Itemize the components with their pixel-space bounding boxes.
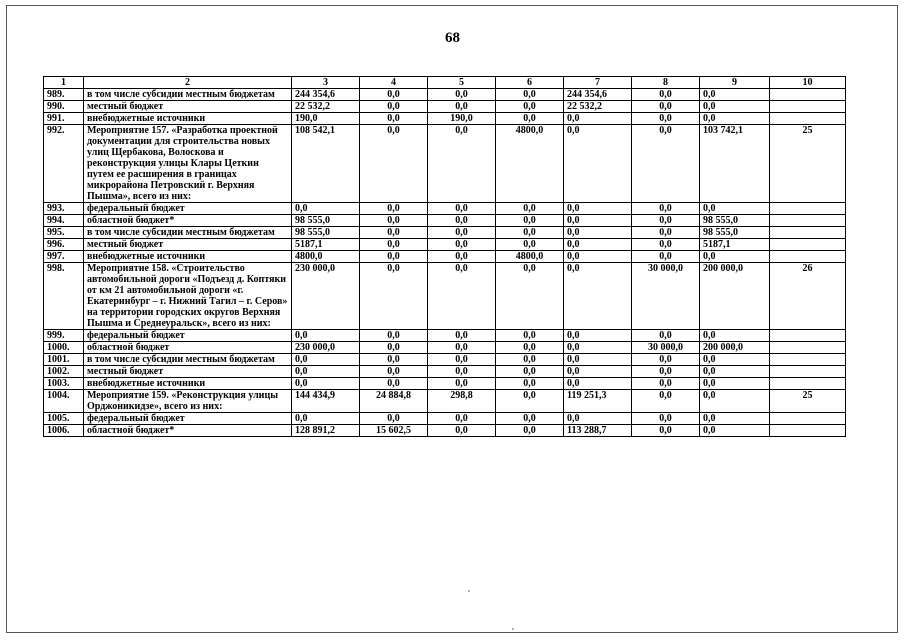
value-cell-col5: 0,0	[428, 239, 496, 251]
table-row	[44, 227, 846, 239]
value-cell-col8: 0,0	[632, 89, 700, 101]
description-cell: внебюджетные источники	[84, 113, 292, 125]
value-cell-col7: 0,0	[564, 215, 632, 227]
value-cell-col3: 98 555,0	[292, 227, 360, 239]
row-number-cell: 996.	[44, 239, 84, 251]
reference-cell-col10	[770, 413, 846, 425]
row-number-cell: 995.	[44, 227, 84, 239]
value-cell-col6: 4800,0	[496, 251, 564, 263]
value-cell-col7: 113 288,7	[564, 425, 632, 437]
value-cell-col3: 144 434,9	[292, 390, 360, 413]
value-cell-col8: 0,0	[632, 425, 700, 437]
reference-cell-col10	[770, 215, 846, 227]
reference-cell-col10: 25	[770, 390, 846, 413]
description-cell: областной бюджет*	[84, 425, 292, 437]
reference-cell-col10	[770, 330, 846, 342]
value-cell-col5: 0,0	[428, 251, 496, 263]
value-cell-col6: 0,0	[496, 366, 564, 378]
value-cell-col6: 0,0	[496, 425, 564, 437]
reference-cell-col10: 26	[770, 263, 846, 330]
value-cell-col3: 4800,0	[292, 251, 360, 263]
value-cell-col7: 0,0	[564, 227, 632, 239]
value-cell-col7: 0,0	[564, 203, 632, 215]
value-cell-col6: 0,0	[496, 227, 564, 239]
value-cell-col9: 5187,1	[700, 239, 770, 251]
value-cell-col7: 244 354,6	[564, 89, 632, 101]
page-number: 68	[445, 30, 460, 46]
value-cell-col5: 0,0	[428, 366, 496, 378]
value-cell-col8: 0,0	[632, 239, 700, 251]
scan-speck	[512, 628, 514, 630]
row-number-cell: 998.	[44, 263, 84, 330]
table-row	[44, 251, 846, 263]
description-cell: местный бюджет	[84, 366, 292, 378]
value-cell-col9: 98 555,0	[700, 227, 770, 239]
description-cell: областной бюджет*	[84, 215, 292, 227]
value-cell-col7: 119 251,3	[564, 390, 632, 413]
reference-cell-col10	[770, 239, 846, 251]
value-cell-col4: 24 884,8	[360, 390, 428, 413]
value-cell-col5: 0,0	[428, 89, 496, 101]
value-cell-col8: 0,0	[632, 203, 700, 215]
table-row	[44, 342, 846, 354]
description-cell: федеральный бюджет	[84, 330, 292, 342]
value-cell-col7: 0,0	[564, 251, 632, 263]
reference-cell-col10	[770, 354, 846, 366]
table-row	[44, 366, 846, 378]
value-cell-col8: 0,0	[632, 413, 700, 425]
value-cell-col4: 0,0	[360, 101, 428, 113]
reference-cell-col10	[770, 203, 846, 215]
row-number-cell: 1000.	[44, 342, 84, 354]
table-header-row	[44, 77, 846, 89]
value-cell-col8: 0,0	[632, 215, 700, 227]
value-cell-col7: 0,0	[564, 113, 632, 125]
value-cell-col6: 4800,0	[496, 125, 564, 203]
value-cell-col6: 0,0	[496, 113, 564, 125]
value-cell-col9: 0,0	[700, 89, 770, 101]
value-cell-col8: 0,0	[632, 101, 700, 113]
value-cell-col6: 0,0	[496, 330, 564, 342]
value-cell-col4: 0,0	[360, 342, 428, 354]
row-number-cell: 994.	[44, 215, 84, 227]
value-cell-col6: 0,0	[496, 89, 564, 101]
row-number-cell: 990.	[44, 101, 84, 113]
reference-cell-col10	[770, 101, 846, 113]
value-cell-col5: 0,0	[428, 378, 496, 390]
value-cell-col4: 0,0	[360, 330, 428, 342]
value-cell-col5: 0,0	[428, 215, 496, 227]
value-cell-col3: 0,0	[292, 330, 360, 342]
value-cell-col8: 0,0	[632, 251, 700, 263]
value-cell-col9: 0,0	[700, 251, 770, 263]
value-cell-col5: 190,0	[428, 113, 496, 125]
reference-cell-col10: 25	[770, 125, 846, 203]
value-cell-col7: 0,0	[564, 413, 632, 425]
value-cell-col4: 0,0	[360, 125, 428, 203]
value-cell-col3: 5187,1	[292, 239, 360, 251]
value-cell-col9: 0,0	[700, 203, 770, 215]
value-cell-col5: 0,0	[428, 101, 496, 113]
value-cell-col5: 0,0	[428, 263, 496, 330]
row-number-cell: 1003.	[44, 378, 84, 390]
row-number-cell: 1004.	[44, 390, 84, 413]
row-number-cell: 1002.	[44, 366, 84, 378]
value-cell-col3: 0,0	[292, 203, 360, 215]
table-row	[44, 413, 846, 425]
value-cell-col3: 98 555,0	[292, 215, 360, 227]
table-row	[44, 378, 846, 390]
value-cell-col5: 0,0	[428, 342, 496, 354]
row-number-cell: 1006.	[44, 425, 84, 437]
value-cell-col9: 0,0	[700, 330, 770, 342]
reference-cell-col10	[770, 89, 846, 101]
value-cell-col6: 0,0	[496, 342, 564, 354]
value-cell-col8: 0,0	[632, 354, 700, 366]
value-cell-col3: 0,0	[292, 354, 360, 366]
reference-cell-col10	[770, 342, 846, 354]
value-cell-col3: 0,0	[292, 366, 360, 378]
value-cell-col6: 0,0	[496, 390, 564, 413]
value-cell-col4: 0,0	[360, 227, 428, 239]
value-cell-col4: 0,0	[360, 203, 428, 215]
value-cell-col5: 0,0	[428, 413, 496, 425]
value-cell-col7: 0,0	[564, 378, 632, 390]
header-col-1: 1	[44, 77, 84, 89]
header-col-4: 4	[360, 77, 428, 89]
value-cell-col5: 0,0	[428, 203, 496, 215]
value-cell-col4: 0,0	[360, 413, 428, 425]
value-cell-col5: 0,0	[428, 354, 496, 366]
value-cell-col4: 0,0	[360, 354, 428, 366]
value-cell-col8: 0,0	[632, 390, 700, 413]
value-cell-col7: 0,0	[564, 366, 632, 378]
value-cell-col7: 22 532,2	[564, 101, 632, 113]
row-number-cell: 999.	[44, 330, 84, 342]
value-cell-col6: 0,0	[496, 263, 564, 330]
value-cell-col8: 0,0	[632, 330, 700, 342]
table-row	[44, 239, 846, 251]
value-cell-col7: 0,0	[564, 354, 632, 366]
header-col-8: 8	[632, 77, 700, 89]
value-cell-col9: 200 000,0	[700, 263, 770, 330]
value-cell-col4: 0,0	[360, 378, 428, 390]
value-cell-col9: 0,0	[700, 413, 770, 425]
header-col-10: 10	[770, 77, 846, 89]
value-cell-col9: 103 742,1	[700, 125, 770, 203]
table-row	[44, 390, 846, 413]
row-number-cell: 992.	[44, 125, 84, 203]
value-cell-col9: 0,0	[700, 378, 770, 390]
value-cell-col9: 0,0	[700, 425, 770, 437]
table-row	[44, 215, 846, 227]
description-cell: в том числе субсидии местным бюджетам	[84, 227, 292, 239]
value-cell-col5: 0,0	[428, 227, 496, 239]
row-number-cell: 1001.	[44, 354, 84, 366]
value-cell-col4: 0,0	[360, 239, 428, 251]
description-cell: в том числе субсидии местным бюджетам	[84, 354, 292, 366]
description-cell: федеральный бюджет	[84, 413, 292, 425]
table-row	[44, 263, 846, 330]
reference-cell-col10	[770, 251, 846, 263]
table-row	[44, 203, 846, 215]
header-col-6: 6	[496, 77, 564, 89]
table-row	[44, 425, 846, 437]
value-cell-col3: 22 532,2	[292, 101, 360, 113]
value-cell-col9: 200 000,0	[700, 342, 770, 354]
value-cell-col8: 0,0	[632, 378, 700, 390]
value-cell-col7: 0,0	[564, 239, 632, 251]
value-cell-col8: 30 000,0	[632, 342, 700, 354]
table-row	[44, 330, 846, 342]
description-cell: внебюджетные источники	[84, 378, 292, 390]
scan-speck	[468, 590, 470, 592]
value-cell-col9: 0,0	[700, 366, 770, 378]
reference-cell-col10	[770, 366, 846, 378]
table-row	[44, 113, 846, 125]
value-cell-col6: 0,0	[496, 101, 564, 113]
value-cell-col9: 98 555,0	[700, 215, 770, 227]
row-number-cell: 991.	[44, 113, 84, 125]
value-cell-col7: 0,0	[564, 125, 632, 203]
description-cell: в том числе субсидии местным бюджетам	[84, 89, 292, 101]
header-col-7: 7	[564, 77, 632, 89]
value-cell-col3: 0,0	[292, 413, 360, 425]
value-cell-col4: 0,0	[360, 251, 428, 263]
table-row	[44, 89, 846, 101]
reference-cell-col10	[770, 378, 846, 390]
value-cell-col9: 0,0	[700, 354, 770, 366]
description-cell: внебюджетные источники	[84, 251, 292, 263]
table-row	[44, 125, 846, 203]
value-cell-col6: 0,0	[496, 203, 564, 215]
description-cell: Мероприятие 157. «Разработка проектной документации для строительства новых улиц Щербакова, Волоскова и реконструкция улицы Клары Цеткин путем ее расширения в границах микрорайона Петровский г. Верхняя Пышма», всего из них:	[84, 125, 292, 203]
value-cell-col4: 0,0	[360, 113, 428, 125]
row-number-cell: 993.	[44, 203, 84, 215]
description-cell: областной бюджет	[84, 342, 292, 354]
reference-cell-col10	[770, 227, 846, 239]
value-cell-col4: 15 602,5	[360, 425, 428, 437]
value-cell-col4: 0,0	[360, 89, 428, 101]
row-number-cell: 989.	[44, 89, 84, 101]
value-cell-col6: 0,0	[496, 413, 564, 425]
value-cell-col9: 0,0	[700, 101, 770, 113]
value-cell-col8: 0,0	[632, 125, 700, 203]
value-cell-col3: 0,0	[292, 378, 360, 390]
value-cell-col3: 108 542,1	[292, 125, 360, 203]
value-cell-col3: 190,0	[292, 113, 360, 125]
value-cell-col9: 0,0	[700, 113, 770, 125]
description-cell: Мероприятие 158. «Строительство автомобильной дороги «Подъезд д. Коптяки от км 21 автомобильной дороги «г. Екатеринбург – г. Нижний Тагил – г. Серов» на территории городских округов Верхняя Пышма и Среднеуральск», всего из них:	[84, 263, 292, 330]
row-number-cell: 1005.	[44, 413, 84, 425]
value-cell-col5: 0,0	[428, 330, 496, 342]
description-cell: Мероприятие 159. «Реконструкция улицы Орджоникидзе», всего из них:	[84, 390, 292, 413]
value-cell-col6: 0,0	[496, 239, 564, 251]
row-number-cell: 997.	[44, 251, 84, 263]
value-cell-col8: 0,0	[632, 366, 700, 378]
value-cell-col3: 230 000,0	[292, 342, 360, 354]
value-cell-col7: 0,0	[564, 342, 632, 354]
value-cell-col6: 0,0	[496, 215, 564, 227]
header-col-9: 9	[700, 77, 770, 89]
value-cell-col5: 0,0	[428, 125, 496, 203]
table-row	[44, 101, 846, 113]
value-cell-col6: 0,0	[496, 378, 564, 390]
value-cell-col3: 128 891,2	[292, 425, 360, 437]
value-cell-col3: 230 000,0	[292, 263, 360, 330]
value-cell-col7: 0,0	[564, 330, 632, 342]
description-cell: местный бюджет	[84, 239, 292, 251]
value-cell-col4: 0,0	[360, 263, 428, 330]
value-cell-col8: 0,0	[632, 113, 700, 125]
value-cell-col5: 298,8	[428, 390, 496, 413]
header-col-5: 5	[428, 77, 496, 89]
value-cell-col4: 0,0	[360, 366, 428, 378]
value-cell-col5: 0,0	[428, 425, 496, 437]
value-cell-col4: 0,0	[360, 215, 428, 227]
value-cell-col6: 0,0	[496, 354, 564, 366]
description-cell: местный бюджет	[84, 101, 292, 113]
value-cell-col7: 0,0	[564, 263, 632, 330]
header-col-3: 3	[292, 77, 360, 89]
value-cell-col8: 30 000,0	[632, 263, 700, 330]
reference-cell-col10	[770, 425, 846, 437]
value-cell-col9: 0,0	[700, 390, 770, 413]
reference-cell-col10	[770, 113, 846, 125]
budget-table	[43, 76, 846, 437]
table-row	[44, 354, 846, 366]
header-col-2: 2	[84, 77, 292, 89]
value-cell-col8: 0,0	[632, 227, 700, 239]
value-cell-col3: 244 354,6	[292, 89, 360, 101]
description-cell: федеральный бюджет	[84, 203, 292, 215]
